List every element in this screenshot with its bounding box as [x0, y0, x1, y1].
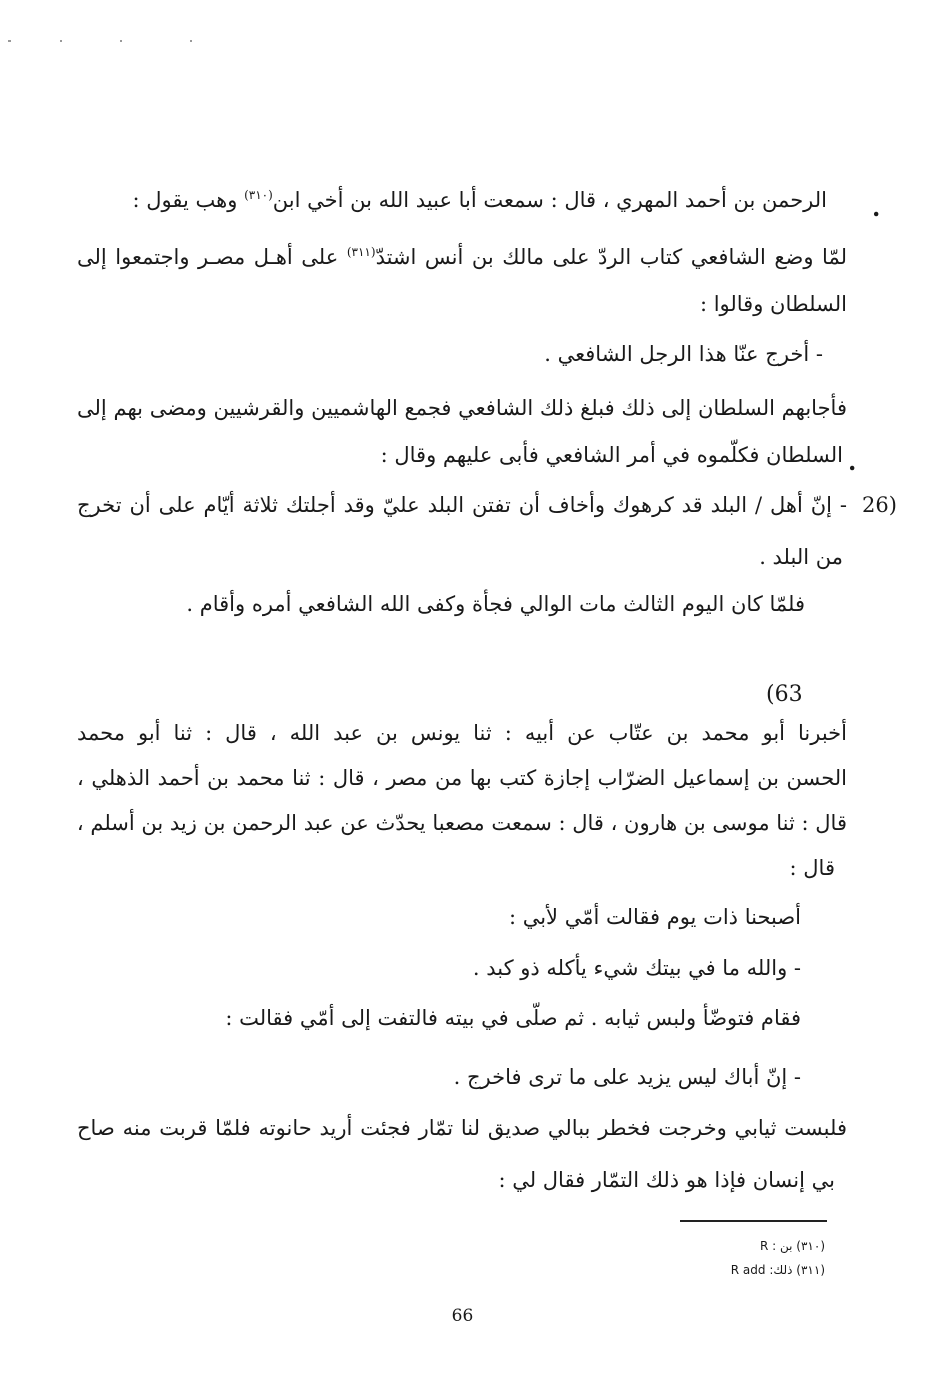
text-line: قال : ثنا موسى بن هارون ، قال : سمعت مصعبا يحدّث عن عبد الرحمن بن زيد بن أسلم ،: [76, 811, 847, 835]
section-number: (63: [766, 682, 803, 707]
text-line: فلمّا كان اليوم الثالث مات الوالي فجأة وكفى الله الشافعي أمره وأقام .: [186, 592, 805, 616]
margin-bullet: .: [848, 447, 857, 476]
scan-speck: [120, 40, 122, 42]
footnote-rule: [680, 1220, 827, 1222]
text-segment: الرحمن بن أحمد المهري ، قال : سمعت أبا عبيد الله بن أخي ابن: [272, 188, 827, 212]
footnote-ref: (٣١١): [346, 245, 376, 259]
footnote-ref: (٣١٠): [244, 188, 273, 202]
text-line: أخبرنا أبو محمد بن عتّاب عن أبيه : ثنا يونس بن عبد الله ، قال : ثنا أبو محمد: [77, 721, 847, 745]
scan-speck: [60, 40, 62, 42]
text-line: فقام فتوضّأ ولبس ثيابه . ثم صلّى في بيته فالتفت إلى أمّي فقالت :: [225, 1006, 801, 1030]
scan-speck: [190, 40, 192, 42]
text-segment: على أهـل مصـر واجتمعوا إلى: [77, 245, 339, 269]
page-number: 66: [451, 1306, 474, 1326]
text-segment: لمّا وضع الشافعي كتاب الردّ على مالك بن أنس اشتدّ: [375, 245, 847, 269]
text-line: [77, 237, 847, 272]
text-line: [133, 180, 827, 215]
footnote: (٣١٠) بن : R: [759, 1239, 825, 1253]
text-line: السلطان فكلّموه في أمر الشافعي فأبى عليهم وقال :: [380, 443, 843, 467]
text-line: قال :: [789, 856, 835, 880]
text-line: فأجابهم السلطان إلى ذلك فبلغ ذلك الشافعي فجمع الهاشميين والقرشيين ومضى بهم إلى: [77, 396, 847, 420]
text-line: - أخرج عنّا هذا الرجل الشافعي .: [544, 342, 823, 366]
text-line: الحسن بن إسماعيل الضرّاب إجازة كتب بها من مصر ، قال : ثنا محمد بن أحمد الذهلي ،: [77, 766, 847, 790]
text-line: فلبست ثيابي وخرجت فخطر ببالي صديق لنا تمّار فجئت أريد حانوته فلمّا قربت منه صاح: [77, 1116, 847, 1140]
text-line: - إنّ أباك ليس يزيد على ما ترى فاخرج .: [453, 1065, 801, 1089]
text-line: السلطان وقالوا :: [699, 292, 847, 316]
text-line: - والله ما في بيتك شيء يأكله ذو كبد .: [472, 956, 801, 980]
text-line: من البلد .: [759, 545, 843, 569]
text-line: - إنّ أهل / البلد قد كرهوك وأخاف أن تفتن البلد عليّ وقد أجلتك ثلاثة أيّام على أن تخرج: [77, 493, 847, 517]
text-line: أصبحنا ذات يوم فقالت أمّي لأبي :: [508, 905, 801, 929]
footnote: (٣١١) ذلك: R add: [730, 1263, 825, 1277]
text-segment: وهب يقول :: [132, 188, 238, 212]
scan-speck: [8, 40, 11, 42]
folio-marker: 26): [862, 493, 897, 517]
margin-bullet: .: [872, 193, 881, 222]
text-line: بي إنسان فإذا هو ذلك التمّار فقال لي :: [498, 1168, 835, 1192]
